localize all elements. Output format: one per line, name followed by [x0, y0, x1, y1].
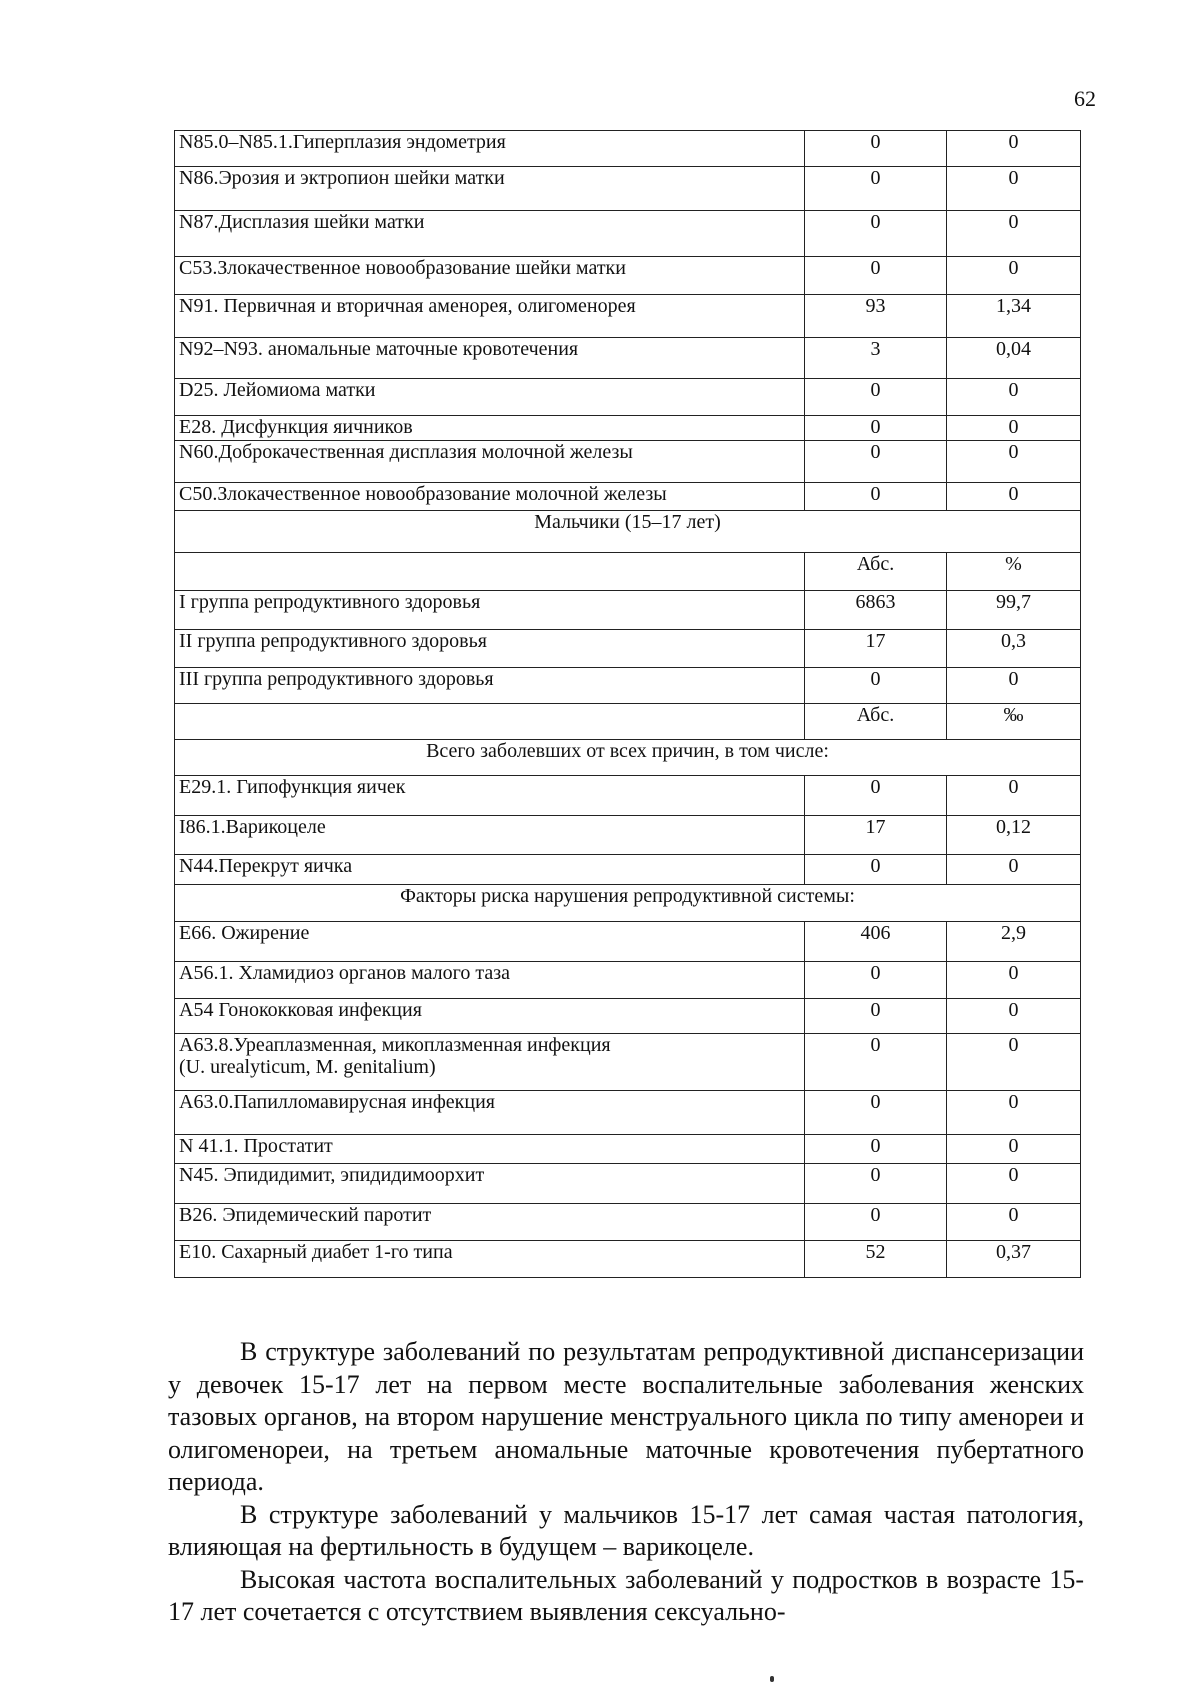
row-label	[175, 922, 805, 962]
body-text	[168, 1336, 1084, 1629]
rate-value: 0	[947, 441, 1081, 483]
table-row	[175, 816, 1081, 855]
table-row	[175, 257, 1081, 295]
rate-value: 0	[947, 416, 1081, 441]
row-label-text: N 41.1. Простатит	[179, 1135, 333, 1157]
rate-value: 0	[947, 1164, 1081, 1204]
table-row	[175, 553, 1081, 591]
row-label-text: N86.Эрозия и эктропион шейки матки	[179, 167, 505, 189]
row-label	[175, 131, 805, 167]
abs-value: 6863	[805, 591, 947, 630]
abs-value: 0	[805, 131, 947, 167]
abs-value: 0	[805, 416, 947, 441]
row-label	[175, 1241, 805, 1278]
row-label	[175, 704, 805, 740]
row-label	[175, 855, 805, 885]
row-label	[175, 668, 805, 704]
table-row	[175, 483, 1081, 511]
table-row	[175, 167, 1081, 211]
row-label-text-line2: (U. urealyticum, M. genitalium)	[179, 1056, 436, 1078]
row-label-text: N44.Перекрут яичка	[179, 855, 353, 877]
row-label-text: Е66. Ожирение	[179, 922, 310, 944]
rate-value: 0	[947, 962, 1081, 999]
row-label-text: Е29.1. Гипофункция яичек	[179, 776, 406, 798]
abs-value: 0	[805, 211, 947, 257]
table-row	[175, 776, 1081, 816]
abs-value: 17	[805, 816, 947, 855]
abs-value: 0	[805, 167, 947, 211]
table-row	[175, 668, 1081, 704]
table-row	[175, 1164, 1081, 1204]
rate-value: 0	[947, 211, 1081, 257]
row-label-text: N60.Доброкачественная дисплазия молочной железы	[179, 441, 633, 463]
table-row	[175, 1091, 1081, 1135]
row-label	[175, 1164, 805, 1204]
rate-value: 0	[947, 668, 1081, 704]
row-label-text: А54 Гонококковая инфекция	[179, 999, 422, 1021]
abs-value: 0	[805, 855, 947, 885]
rate-value: 0	[947, 379, 1081, 416]
abs-value: 0	[805, 379, 947, 416]
abs-value: Абс.	[805, 553, 947, 591]
section-heading: Всего заболевших от всех причин, в том числе:	[175, 740, 1081, 776]
abs-value: Абс.	[805, 704, 947, 740]
table-row	[175, 441, 1081, 483]
row-label-text: N45. Эпидидимит, эпидидимоорхит	[179, 1164, 485, 1186]
row-label-text: Е10. Сахарный диабет 1-го типа	[179, 1241, 453, 1263]
table-section-row	[175, 511, 1081, 553]
section-heading: Мальчики (15–17 лет)	[175, 511, 1081, 553]
paragraph: В структуре заболеваний по результатам репродуктивной диспансеризации у девочек 15-17 лет на первом месте воспалительные заболевания женских тазовых органов, на втором нарушение менструального цикла по типу аменореи и олигоменореи, на третьем аномальные маточные кровотечения пубертатного периода.	[168, 1337, 1084, 1496]
abs-value: 0	[805, 962, 947, 999]
paragraph: Высокая частота воспалительных заболеваний у подростков в возрасте 15-17 лет сочетается с отсутствием выявления сексуально-	[168, 1564, 1084, 1626]
row-label	[175, 379, 805, 416]
rate-value: 0	[947, 1091, 1081, 1135]
row-label-text: I86.1.Варикоцеле	[179, 816, 326, 838]
table-row	[175, 630, 1081, 668]
paragraph: В структуре заболеваний у мальчиков 15-17 лет самая частая патология, влияющая на фертильность в будущем – варикоцеле.	[168, 1499, 1084, 1561]
row-label-text: N85.0–N85.1.Гиперплазия эндометрия	[179, 131, 506, 153]
rate-value: 1,34	[947, 295, 1081, 338]
table-row	[175, 338, 1081, 379]
abs-value: 52	[805, 1241, 947, 1278]
rate-value: 0	[947, 257, 1081, 295]
table-row	[175, 1135, 1081, 1164]
rate-value: 0,12	[947, 816, 1081, 855]
stray-mark	[770, 1676, 774, 1682]
abs-value: 0	[805, 441, 947, 483]
abs-value: 93	[805, 295, 947, 338]
row-label	[175, 483, 805, 511]
row-label	[175, 591, 805, 630]
row-label	[175, 1135, 805, 1164]
row-label	[175, 553, 805, 591]
row-label-text: С50.Злокачественное новообразование молочной железы	[179, 483, 667, 505]
abs-value: 406	[805, 922, 947, 962]
rate-value: 0	[947, 776, 1081, 816]
abs-value: 0	[805, 999, 947, 1034]
row-label	[175, 1091, 805, 1135]
statistics-table	[174, 130, 1081, 1278]
abs-value: 0	[805, 257, 947, 295]
abs-value: 0	[805, 1135, 947, 1164]
rate-value: 0,37	[947, 1241, 1081, 1278]
abs-value: 17	[805, 630, 947, 668]
row-label	[175, 257, 805, 295]
rate-value: 0	[947, 483, 1081, 511]
table-row	[175, 295, 1081, 338]
row-label-text: D25. Лейомиома матки	[179, 379, 376, 401]
rate-value: 0	[947, 855, 1081, 885]
row-label-text: N87.Дисплазия шейки матки	[179, 211, 425, 233]
page-number: 62	[1074, 86, 1096, 111]
row-label-text: А63.8.Уреаплазменная, микоплазменная инфекция	[179, 1034, 611, 1056]
abs-value: 0	[805, 1091, 947, 1135]
abs-value: 0	[805, 1204, 947, 1241]
row-label	[175, 295, 805, 338]
rate-value: 2,9	[947, 922, 1081, 962]
table-row	[175, 855, 1081, 885]
table-row	[175, 962, 1081, 999]
row-label	[175, 167, 805, 211]
row-label-text: А56.1. Хламидиоз органов малого таза	[179, 962, 511, 984]
row-label-text: Е28. Дисфункция яичников	[179, 416, 413, 438]
abs-value: 0	[805, 776, 947, 816]
rate-value: 0	[947, 1135, 1081, 1164]
row-label	[175, 630, 805, 668]
rate-value: 99,7	[947, 591, 1081, 630]
row-label-text: А63.0.Папилломавирусная инфекция	[179, 1091, 495, 1113]
rate-value: 0,3	[947, 630, 1081, 668]
row-label	[175, 211, 805, 257]
row-label	[175, 338, 805, 379]
table-row	[175, 1204, 1081, 1241]
abs-value: 0	[805, 1164, 947, 1204]
abs-value: 0	[805, 483, 947, 511]
table-row	[175, 379, 1081, 416]
row-label-text: II группа репродуктивного здоровья	[179, 630, 487, 652]
rate-value: ‰	[947, 704, 1081, 740]
abs-value: 0	[805, 1034, 947, 1091]
table-section-row	[175, 885, 1081, 922]
table-row	[175, 999, 1081, 1034]
row-label	[175, 776, 805, 816]
rate-value: %	[947, 553, 1081, 591]
abs-value: 3	[805, 338, 947, 379]
row-label-text: N91. Первичная и вторичная аменорея, олигоменорея	[179, 295, 636, 317]
row-label	[175, 999, 805, 1034]
row-label	[175, 416, 805, 441]
row-label-text: III группа репродуктивного здоровья	[179, 668, 494, 690]
table-section-row	[175, 740, 1081, 776]
abs-value: 0	[805, 668, 947, 704]
table-row	[175, 1241, 1081, 1278]
rate-value: 0,04	[947, 338, 1081, 379]
rate-value: 0	[947, 167, 1081, 211]
rate-value: 0	[947, 131, 1081, 167]
table-row	[175, 591, 1081, 630]
row-label-text: I группа репродуктивного здоровья	[179, 591, 481, 613]
table-row	[175, 211, 1081, 257]
table-row	[175, 131, 1081, 167]
rate-value: 0	[947, 999, 1081, 1034]
row-label	[175, 1034, 805, 1091]
table-row	[175, 922, 1081, 962]
table-row	[175, 704, 1081, 740]
section-heading: Факторы риска нарушения репродуктивной системы:	[175, 885, 1081, 922]
row-label	[175, 962, 805, 999]
row-label	[175, 816, 805, 855]
row-label	[175, 1204, 805, 1241]
table-row	[175, 1034, 1081, 1091]
table-row	[175, 416, 1081, 441]
row-label	[175, 441, 805, 483]
row-label-text: В26. Эпидемический паротит	[179, 1204, 432, 1226]
rate-value: 0	[947, 1034, 1081, 1091]
row-label-text: С53.Злокачественное новообразование шейки матки	[179, 257, 626, 279]
row-label-text: N92–N93. аномальные маточные кровотечения	[179, 338, 579, 360]
rate-value: 0	[947, 1204, 1081, 1241]
